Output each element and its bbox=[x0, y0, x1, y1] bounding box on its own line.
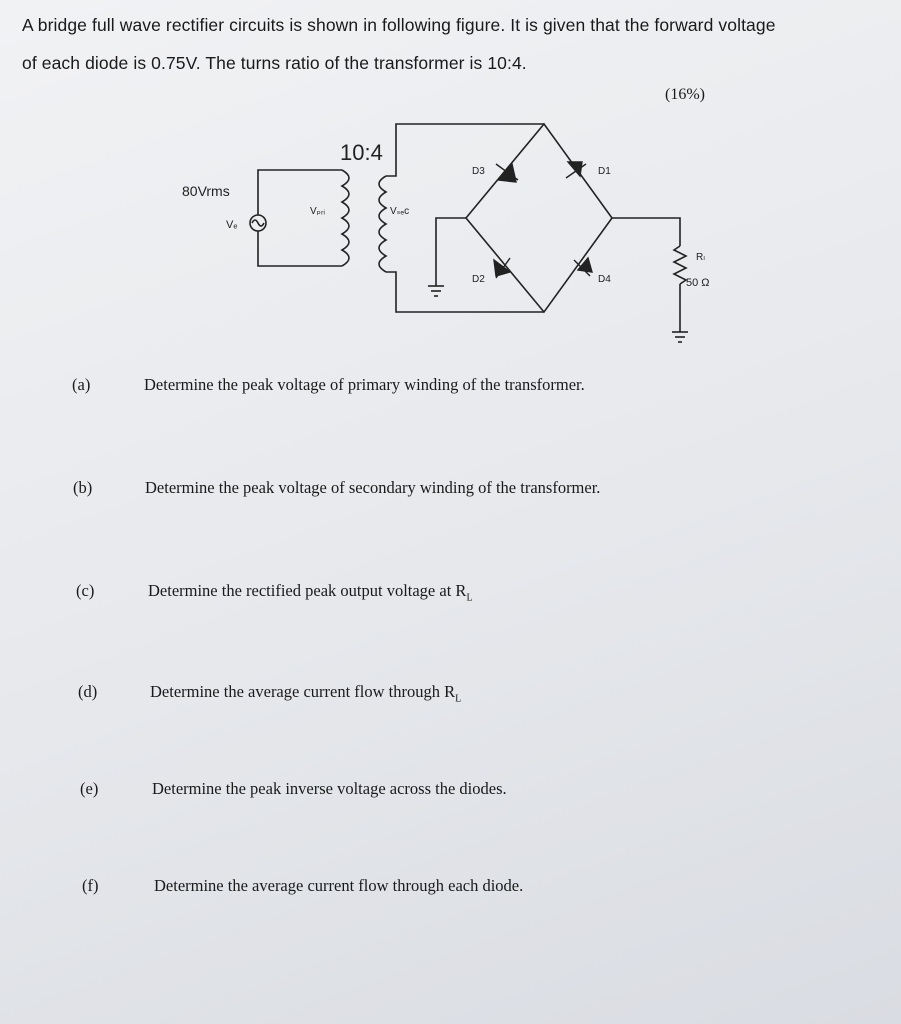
vsec-label: Vₛₑc bbox=[390, 206, 410, 217]
diode-d3-icon bbox=[496, 164, 518, 182]
question-text: Determine the peak voltage of secondary winding of the transformer. bbox=[145, 478, 601, 497]
question-subscript: L bbox=[466, 592, 473, 604]
question-label: (d) bbox=[78, 682, 98, 701]
marks-percentage: (16%) bbox=[665, 86, 705, 103]
question-subscript: L bbox=[455, 693, 462, 705]
bridge-rectifier-diagram bbox=[160, 120, 720, 360]
primary-wire bbox=[258, 170, 342, 266]
diode-d1-icon bbox=[566, 162, 586, 178]
problem-line-2: of each diode is 0.75V. The turns ratio of the transformer is 10:4. bbox=[22, 53, 527, 73]
question-text: Determine the average current flow through R bbox=[150, 682, 456, 701]
primary-coil bbox=[342, 170, 349, 266]
source-symbol-label: Vₑ bbox=[226, 219, 238, 231]
secondary-top-wire bbox=[386, 124, 544, 176]
d2-label: D2 bbox=[472, 274, 485, 285]
load-resistance-value: 50 Ω bbox=[686, 277, 710, 289]
question-label: (f) bbox=[82, 876, 99, 895]
load-resistor-icon bbox=[674, 246, 686, 284]
load-wire-top bbox=[612, 218, 680, 246]
secondary-bottom-wire bbox=[386, 272, 544, 312]
source-voltage-label: 80Vrms bbox=[182, 183, 230, 199]
question-label: (e) bbox=[80, 779, 99, 798]
problem-line-1: A bridge full wave rectifier circuits is shown in following figure. It is given that the forward voltage bbox=[22, 15, 776, 35]
vpri-label: Vₚᵣᵢ bbox=[310, 206, 325, 217]
question-text: Determine the peak inverse voltage across the diodes. bbox=[152, 779, 507, 798]
left-ground-wire bbox=[436, 218, 466, 286]
turns-ratio-label: 10:4 bbox=[340, 140, 383, 165]
problem-statement bbox=[22, 8, 892, 80]
question-label: (b) bbox=[73, 478, 93, 497]
question-label: (c) bbox=[76, 581, 95, 600]
secondary-coil bbox=[379, 176, 386, 272]
question-text: Determine the rectified peak output voltage at R bbox=[148, 581, 467, 600]
d4-label: D4 bbox=[598, 274, 611, 285]
question-text: Determine the average current flow through each diode. bbox=[154, 876, 524, 895]
d3-label: D3 bbox=[472, 166, 485, 177]
load-resistor-label: Rₗ bbox=[696, 252, 705, 263]
question-text: Determine the peak voltage of primary winding of the transformer. bbox=[144, 375, 585, 394]
question-label: (a) bbox=[72, 375, 91, 394]
d1-label: D1 bbox=[598, 166, 611, 177]
bridge-diamond bbox=[466, 124, 612, 312]
